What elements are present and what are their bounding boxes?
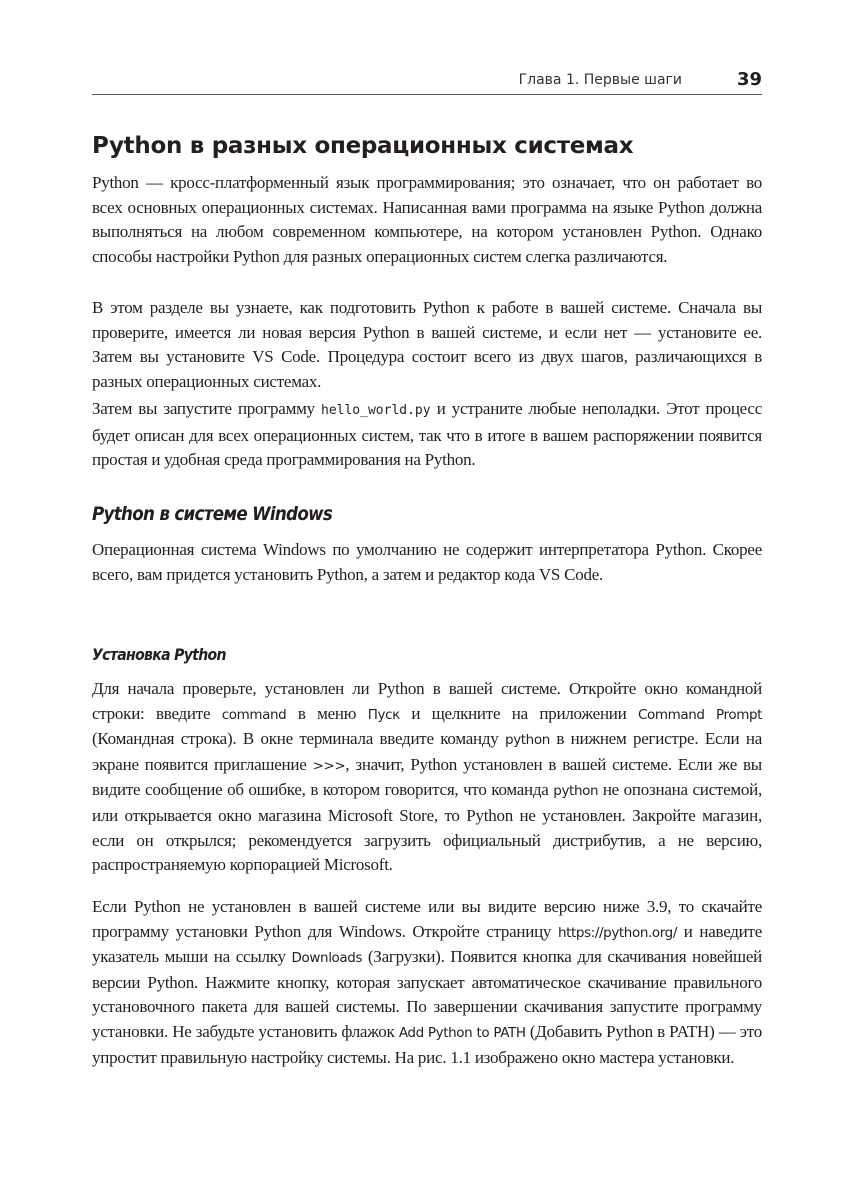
ui-term: >>> xyxy=(312,757,346,774)
inline-code: hello_world.py xyxy=(321,403,431,418)
ui-term: Add Python to PATH xyxy=(398,1024,526,1041)
text-run: не опознана системой, или открывается окно магазина Microsoft Store, то Python не установлен. Закройте магазин, если он открылся; рекомендуется загрузить официальный дистрибутив, а не версию, распространяемую корпорацией Microsoft. xyxy=(92,780,762,875)
paragraph xyxy=(92,296,762,394)
paragraph xyxy=(92,895,762,1070)
text-run: и устраните любые неполадки. Этот процесс будет описан для всех операционных систем, так что в итоге в вашем распоряжении появится простая и удобная среда программирования на Python. xyxy=(92,399,762,470)
text-run: (Командная строка). В окне терминала введите команду xyxy=(92,729,506,749)
paragraph xyxy=(92,677,762,878)
ui-term: Command Prompt xyxy=(638,706,763,723)
text-run: (Добавить Python в PATH) — это упростит правильную настройку системы. На рис. 1.1 изображено окно мастера установки. xyxy=(92,1021,762,1067)
ui-term: python xyxy=(553,783,599,800)
text-run: в нижнем регистре. Если на экране появится приглашение xyxy=(92,729,762,774)
text-run: в меню xyxy=(286,703,368,723)
text-run: Для начала проверьте, установлен ли Python в вашей системе. Откройте окно командной строки: введите xyxy=(92,679,762,723)
text-run: Если Python не установлен в вашей системе или вы видите версию ниже 3.9, то скачайте программу установки Python для Windows. Откройте страницу xyxy=(92,897,762,941)
text-run: В этом разделе вы узнаете, как подготовить Python к работе в вашей системе. Сначала вы проверите, имеется ли новая версия Python в вашей системе, и если нет — установите ее. Затем вы установите VS Code. Процедура состоит всего из двух шагов, различающихся в разных операционных системах. xyxy=(92,298,762,391)
text-run: , значит, Python установлен в вашей системе. Если же вы видите сообщение об ошибке, в котором говорится, что команда xyxy=(92,754,762,800)
text-run: Операционная система Windows по умолчанию не содержит интерпретатора Python. Скорее всего, вам придется установить Python, а затем и редактор кода VS Code. xyxy=(92,540,762,584)
running-header xyxy=(92,70,762,95)
chapter-title: Глава 1. Первые шаги xyxy=(518,72,682,88)
ui-term: command xyxy=(221,706,287,723)
ui-term: Пуск xyxy=(367,706,400,723)
paragraph xyxy=(92,538,762,587)
text-run: (Загрузки). Появится кнопка для скачивания новейшей версии Python. Нажмите кнопку, которая запускает автоматическое скачивание правильного установочного пакета для вашей системы. По завершении скачивания запустите программу установки. Не забудьте установить флажок xyxy=(92,947,762,1041)
subsection-title-windows: Python в системе Windows xyxy=(92,503,333,525)
paragraph xyxy=(92,171,762,269)
text-run: и щелкните на приложении xyxy=(399,703,638,723)
text-run: Затем вы запустите программу xyxy=(92,399,321,418)
text-run: Python — кросс-платформенный язык программирования; это означает, что он работает во всех основных операционных системах. Написанная вами программа на языке Python должна выполняться на любом современном компьютере, на котором установлен Python. Однако способы настройки Python для разных операционных систем слегка различаются. xyxy=(92,173,762,266)
text-run: и наведите указатель мыши на ссылку xyxy=(92,921,762,967)
ui-term: python xyxy=(505,732,550,749)
paragraph xyxy=(92,397,762,473)
ui-term: Downloads xyxy=(291,950,363,967)
page-number: 39 xyxy=(736,69,762,90)
section-title: Python в разных операционных системах xyxy=(92,133,634,159)
ui-term: https://python.org/ xyxy=(557,924,677,941)
subsection-title-install: Установка Python xyxy=(92,645,226,664)
